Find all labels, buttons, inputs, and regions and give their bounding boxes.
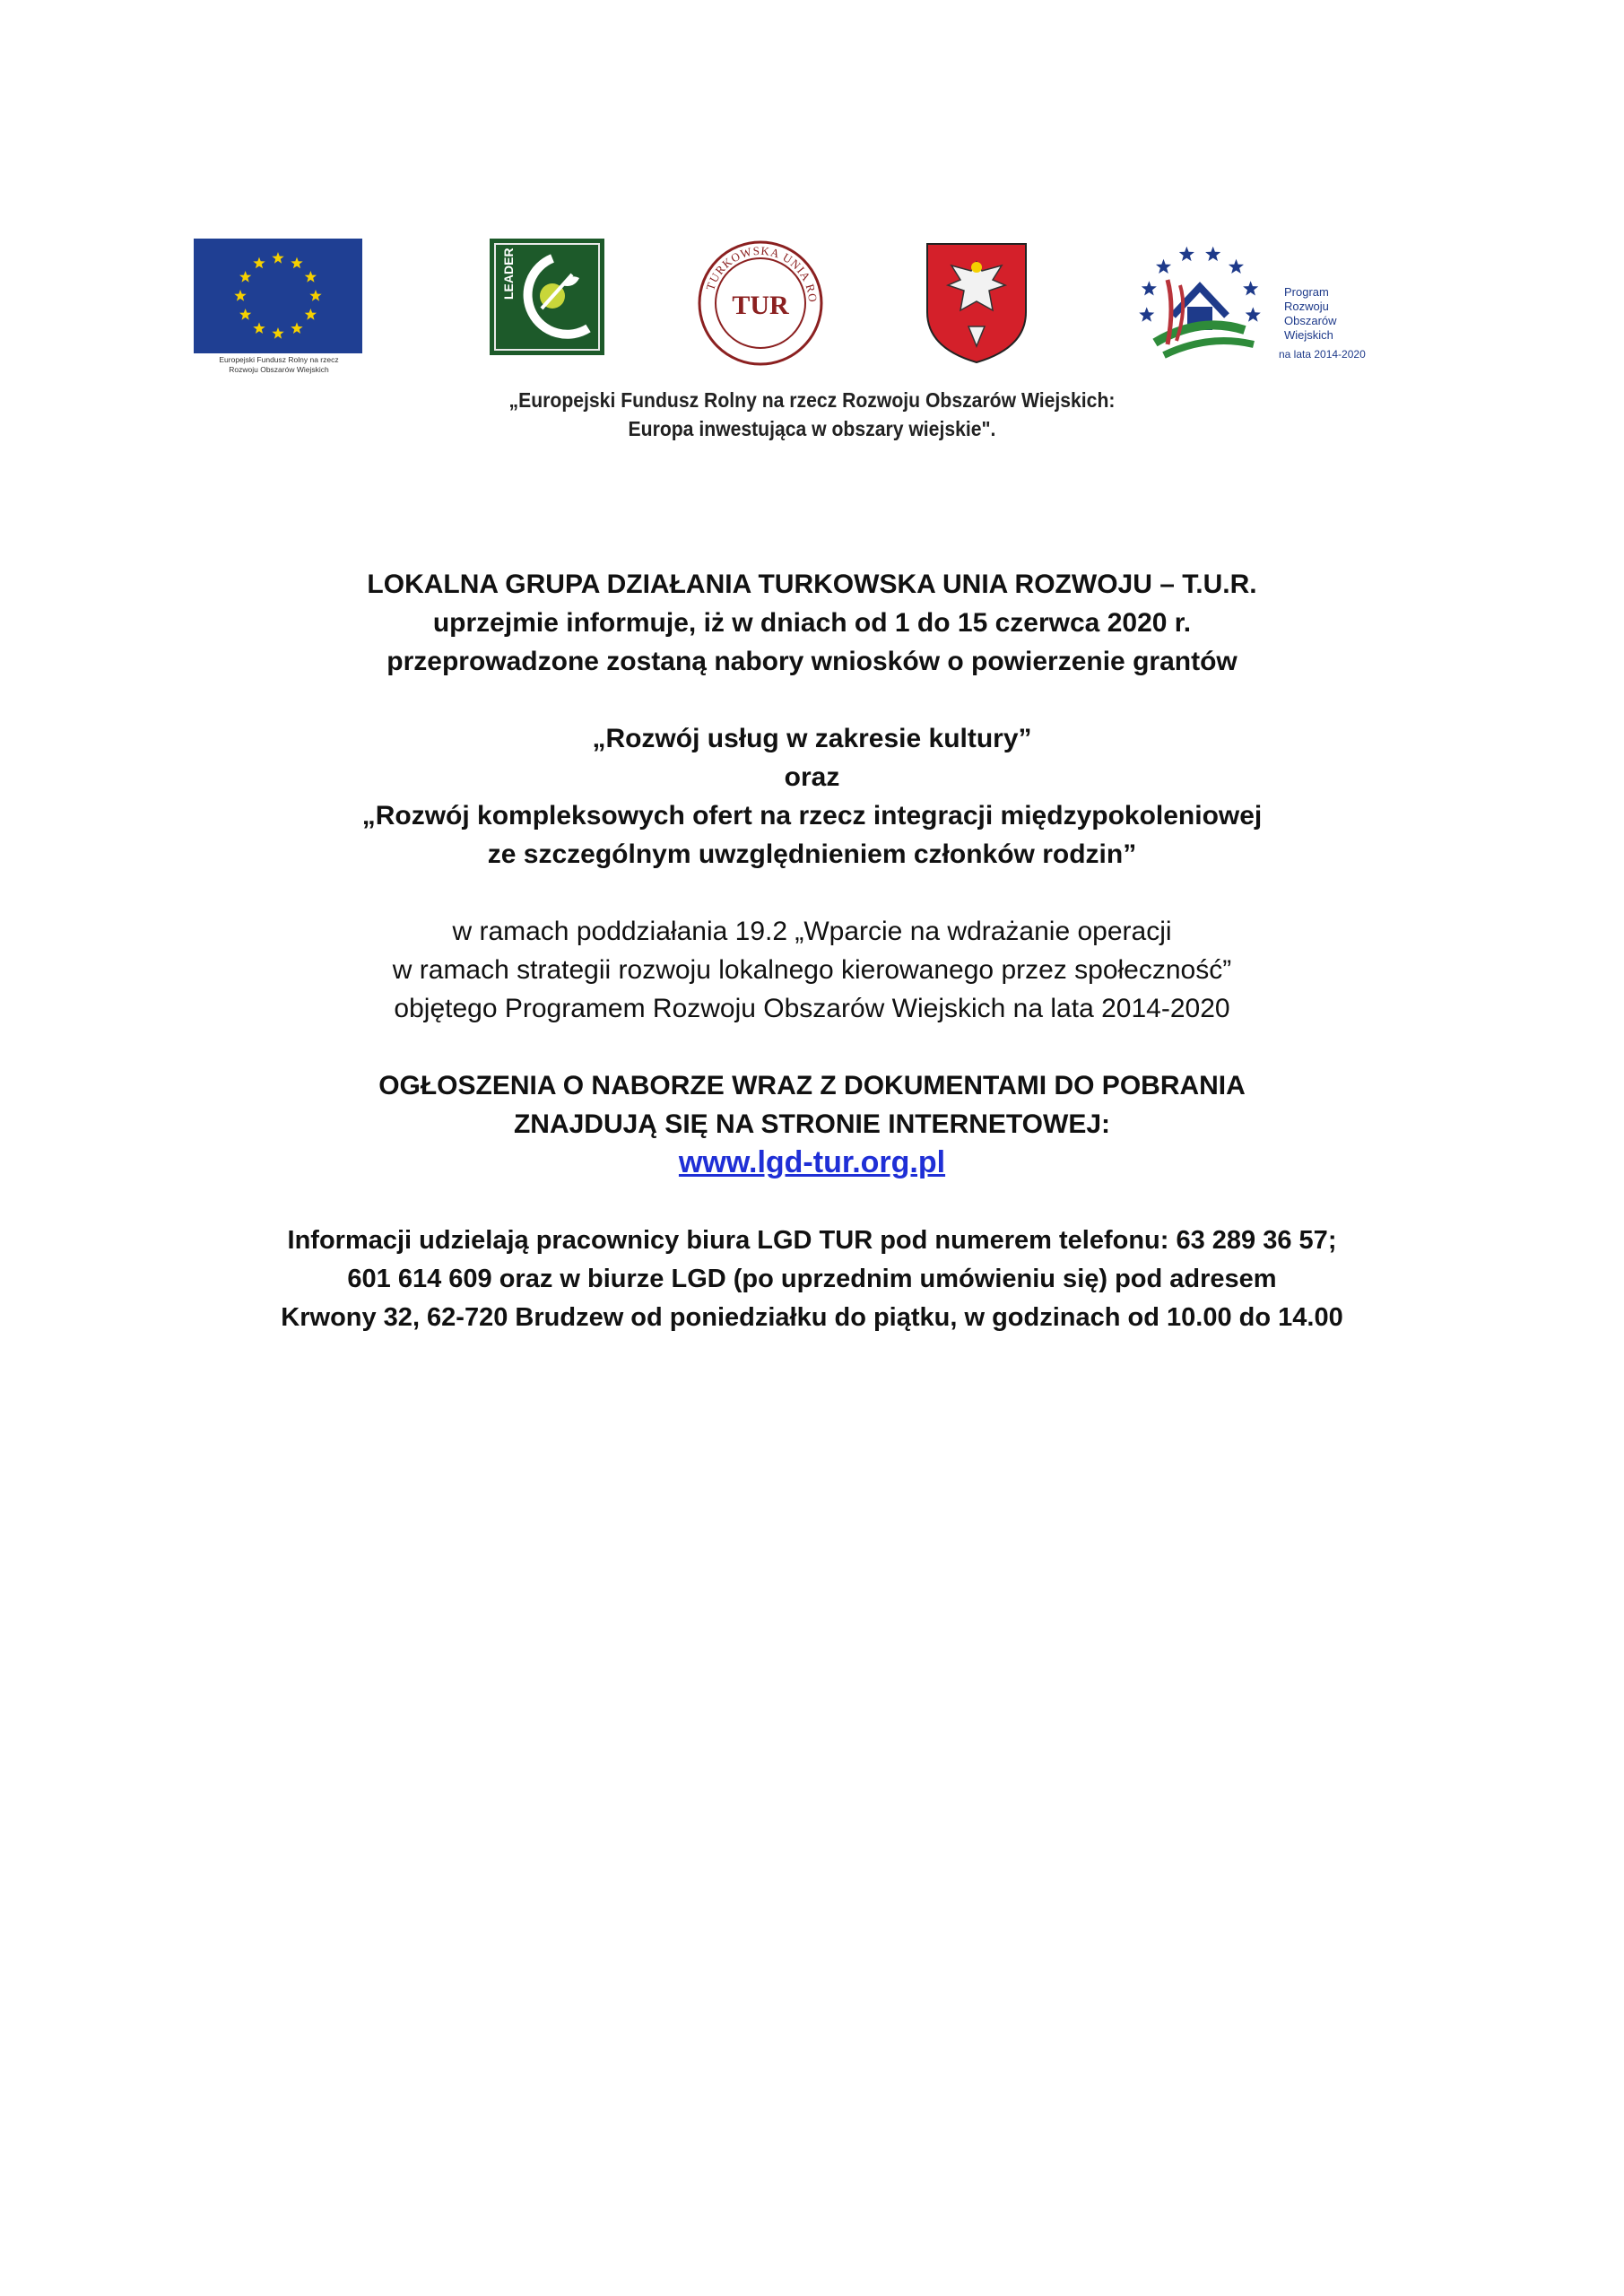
star-icon <box>272 327 283 339</box>
prow-stars-icon <box>1128 244 1263 370</box>
eu-flag-logo <box>194 239 362 353</box>
star-icon <box>1142 281 1157 295</box>
intro-line: LOKALNA GRUPA DZIAŁANIA TURKOWSKA UNIA ROZWOJU – T.U.R. <box>367 570 1257 599</box>
spacer <box>0 681 1624 719</box>
documents-line: OGŁOSZENIA O NABORZE WRAZ Z DOKUMENTAMI DO POBRANIA <box>378 1071 1246 1100</box>
star-icon <box>234 290 246 301</box>
star-icon <box>1139 307 1154 321</box>
spacer <box>0 1028 1624 1066</box>
tur-seal-ring-text: TURKOWSKA UNIA RO <box>703 243 821 304</box>
tur-seal-center-text: TUR <box>732 291 789 320</box>
prow-text-line: Rozwoju <box>1284 300 1329 313</box>
documents-line: ZNAJDUJĄ SIĘ NA STRONIE INTERNETOWEJ: <box>513 1109 1111 1139</box>
contact-line: Krwony 32, 62-720 Brudzew od poniedziałku do piątku, w godzinach od 10.00 do 14.00 <box>281 1303 1343 1332</box>
star-icon <box>291 322 302 334</box>
prow-text-line: Wiejskich <box>1284 328 1333 342</box>
star-icon <box>291 257 302 269</box>
spacer <box>0 1183 1624 1222</box>
tur-seal-logo <box>696 239 825 368</box>
star-icon <box>253 322 265 334</box>
star-icon <box>1229 259 1244 274</box>
slogan-line: „Europejski Fundusz Rolny na rzecz Rozwoju Obszarów Wiejskich: <box>508 388 1116 412</box>
eafrd-slogan <box>65 386 1559 443</box>
leader-logo <box>490 239 604 355</box>
intro-line: przeprowadzone zostaną nabory wniosków o powierzenie grantów <box>386 647 1238 676</box>
star-icon <box>1179 247 1194 261</box>
program-line: w ramach strategii rozwoju lokalnego kierowanego przez społeczność” <box>392 955 1232 985</box>
star-icon <box>239 271 251 283</box>
star-icon <box>1243 281 1258 295</box>
logo-bar <box>0 0 1624 377</box>
grant-title: „Rozwój usług w zakresie kultury” <box>592 724 1032 753</box>
prow-text-line: Obszarów <box>1284 314 1337 327</box>
star-icon <box>305 271 317 283</box>
slogan-line: Europa inwestująca w obszary wiejskie". <box>628 417 996 440</box>
leader-text: LEADER <box>501 248 516 300</box>
wielkopolska-coat-of-arms-logo <box>924 240 1029 366</box>
star-icon <box>1156 259 1171 274</box>
star-icon <box>272 252 283 264</box>
star-icon <box>305 309 317 320</box>
prow-logo <box>1128 244 1263 370</box>
star-icon <box>239 309 251 320</box>
eu-stars-icon <box>194 239 362 353</box>
prow-years: na lata 2014-2020 <box>1279 348 1366 361</box>
website-link[interactable]: www.lgd-tur.org.pl <box>678 1145 946 1179</box>
star-icon <box>1205 247 1220 261</box>
contact-line: 601 614 609 oraz w biurze LGD (po uprzednim umówieniu się) pod adresem <box>347 1265 1277 1293</box>
eu-caption-line: Rozwoju Obszarów Wiejskich <box>229 365 329 374</box>
star-icon <box>253 257 265 269</box>
star-icon <box>309 290 321 301</box>
prow-text <box>1284 285 1337 343</box>
intro-line: uprzejmie informuje, iż w dniach od 1 do 15 czerwca 2020 r. <box>432 608 1192 638</box>
star-icon <box>1246 307 1261 321</box>
eu-caption-line: Europejski Fundusz Rolny na rzecz <box>219 355 339 364</box>
grant-connector: oraz <box>784 762 840 792</box>
prow-text-line: Program <box>1284 285 1329 299</box>
program-line: w ramach poddziałania 19.2 „Wparcie na wdrażanie operacji <box>452 917 1172 946</box>
eu-caption <box>185 355 373 375</box>
grant-title: ze szczególnym uwzględnieniem członków rodzin” <box>487 839 1137 869</box>
announcement-body <box>0 565 1624 1337</box>
spacer <box>0 874 1624 912</box>
grant-title: „Rozwój kompleksowych ofert na rzecz integracji międzypokoleniowej <box>361 801 1263 831</box>
contact-line: Informacji udzielają pracownicy biura LGD TUR pod numerem telefonu: 63 289 36 57; <box>287 1226 1337 1255</box>
program-line: objętego Programem Rozwoju Obszarów Wiejskich na lata 2014-2020 <box>394 994 1230 1023</box>
